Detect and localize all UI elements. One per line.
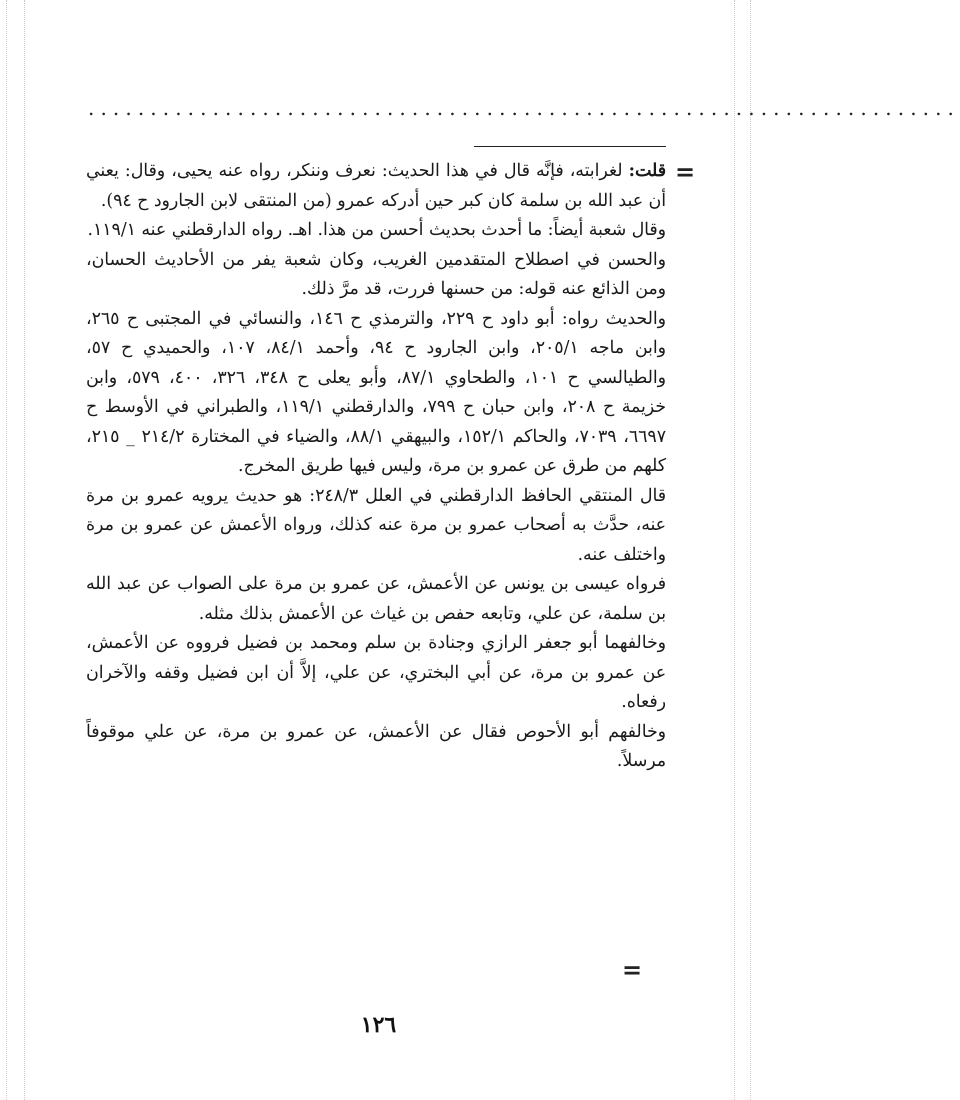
paragraph-2: وقال شعبة أيضاً: ما أحدث بحديث أحسن من هذا. اهـ. رواه الدارقطني عنه ١١٩/١. [87, 220, 666, 240]
paragraph-4: والحديث رواه: أبو داود ح ٢٢٩، والترمذي ح ١٤٦، والنسائي في المجتبى ح ٢٦٥، وابن ماجه ٢٠٥/١، وابن الجارود ح ٩٤، وأحمد ٨٤/١، ١٠٧، والحميدي ح ٥٧، والطيالسي ح ١٠١، والطحاوي ٨٧/١، وأبو يعلى ح ٣٤٨، ٣٢٦، ٤٠٠، ٥٧٩، وابن خزيمة ح ٢٠٨، وابن حبان ح ٧٩٩، والدارقطني ١١٩/١، والطبراني في الأوسط ح ٦٦٩٧، ٧٠٣٩، والحاكم ١٥٢/١، والبيهقي ٨٨/١، والضياء في المختارة ٢١٤/٢ _ ٢١٥، كلهم من طرق عن عمرو بن مرة، وليس فيها طريق المخرج. [86, 308, 666, 476]
paragraph-1-lead: قلت: [628, 161, 666, 181]
footnote-rule [474, 146, 666, 147]
footnote-body [86, 157, 666, 777]
margin-mark-top: = [675, 157, 696, 186]
paragraph-1-text: لغرابته، فإنَّه قال في هذا الحديث: نعرف وننكر، رواه عنه يحيى، وقال: يعني أن عبد الله بن سلمة كان كبر حين أدركه عمرو (من المنتقى لابن الجارود ح ٩٤). [86, 161, 666, 211]
paragraph-8: وخالفهم أبو الأحوص فقال عن الأعمش، عن عمرو بن مرة، عن علي موقوفاً مرسلاً. [86, 721, 666, 771]
margin-mark-bottom: = [622, 955, 643, 984]
scan-edge-right-inner [734, 0, 735, 1100]
paragraph-5: قال المنتقي الحافظ الدارقطني في العلل ٢٤٨/٣: هو حديث يرويه عمرو بن مرة عنه، حدَّث به أصحاب عمرو بن مرة عنه كذلك، ورواه الأعمش عن عمرو بن مرة واختلف عنه. [86, 485, 666, 565]
scan-edge-left-inner [24, 0, 25, 1100]
paragraph-1 [86, 157, 666, 216]
paragraph-7: وخالفهما أبو جعفر الرازي وجنادة بن سلم ومحمد بن فضيل فرووه عن الأعمش، عن عمرو بن مرة، عن أبي البختري، عن علي، إلاَّ أن ابن فضيل وقفه والآخران رفعاه. [86, 633, 666, 712]
paragraph-3: والحسن في اصطلاح المتقدمين الغريب، وكان شعبة يفر من الأحاديث الحسان، ومن الذائع عنه قوله: من حسنها فررت، قد مرَّ ذلك. [86, 249, 666, 299]
scan-edge-left-outer [6, 0, 7, 1100]
dotted-separator: ...................................................................... [88, 96, 960, 120]
paragraph-6: فرواه عيسى بن يونس عن الأعمش، عن عمرو بن مرة على الصواب عن عبد الله بن سلمة، عن علي، وتابعه حفص بن غياث عن الأعمش بذلك مثله. [86, 574, 666, 624]
scan-edge-right-outer [750, 0, 751, 1100]
page-number: ١٢٦ [360, 1012, 397, 1038]
